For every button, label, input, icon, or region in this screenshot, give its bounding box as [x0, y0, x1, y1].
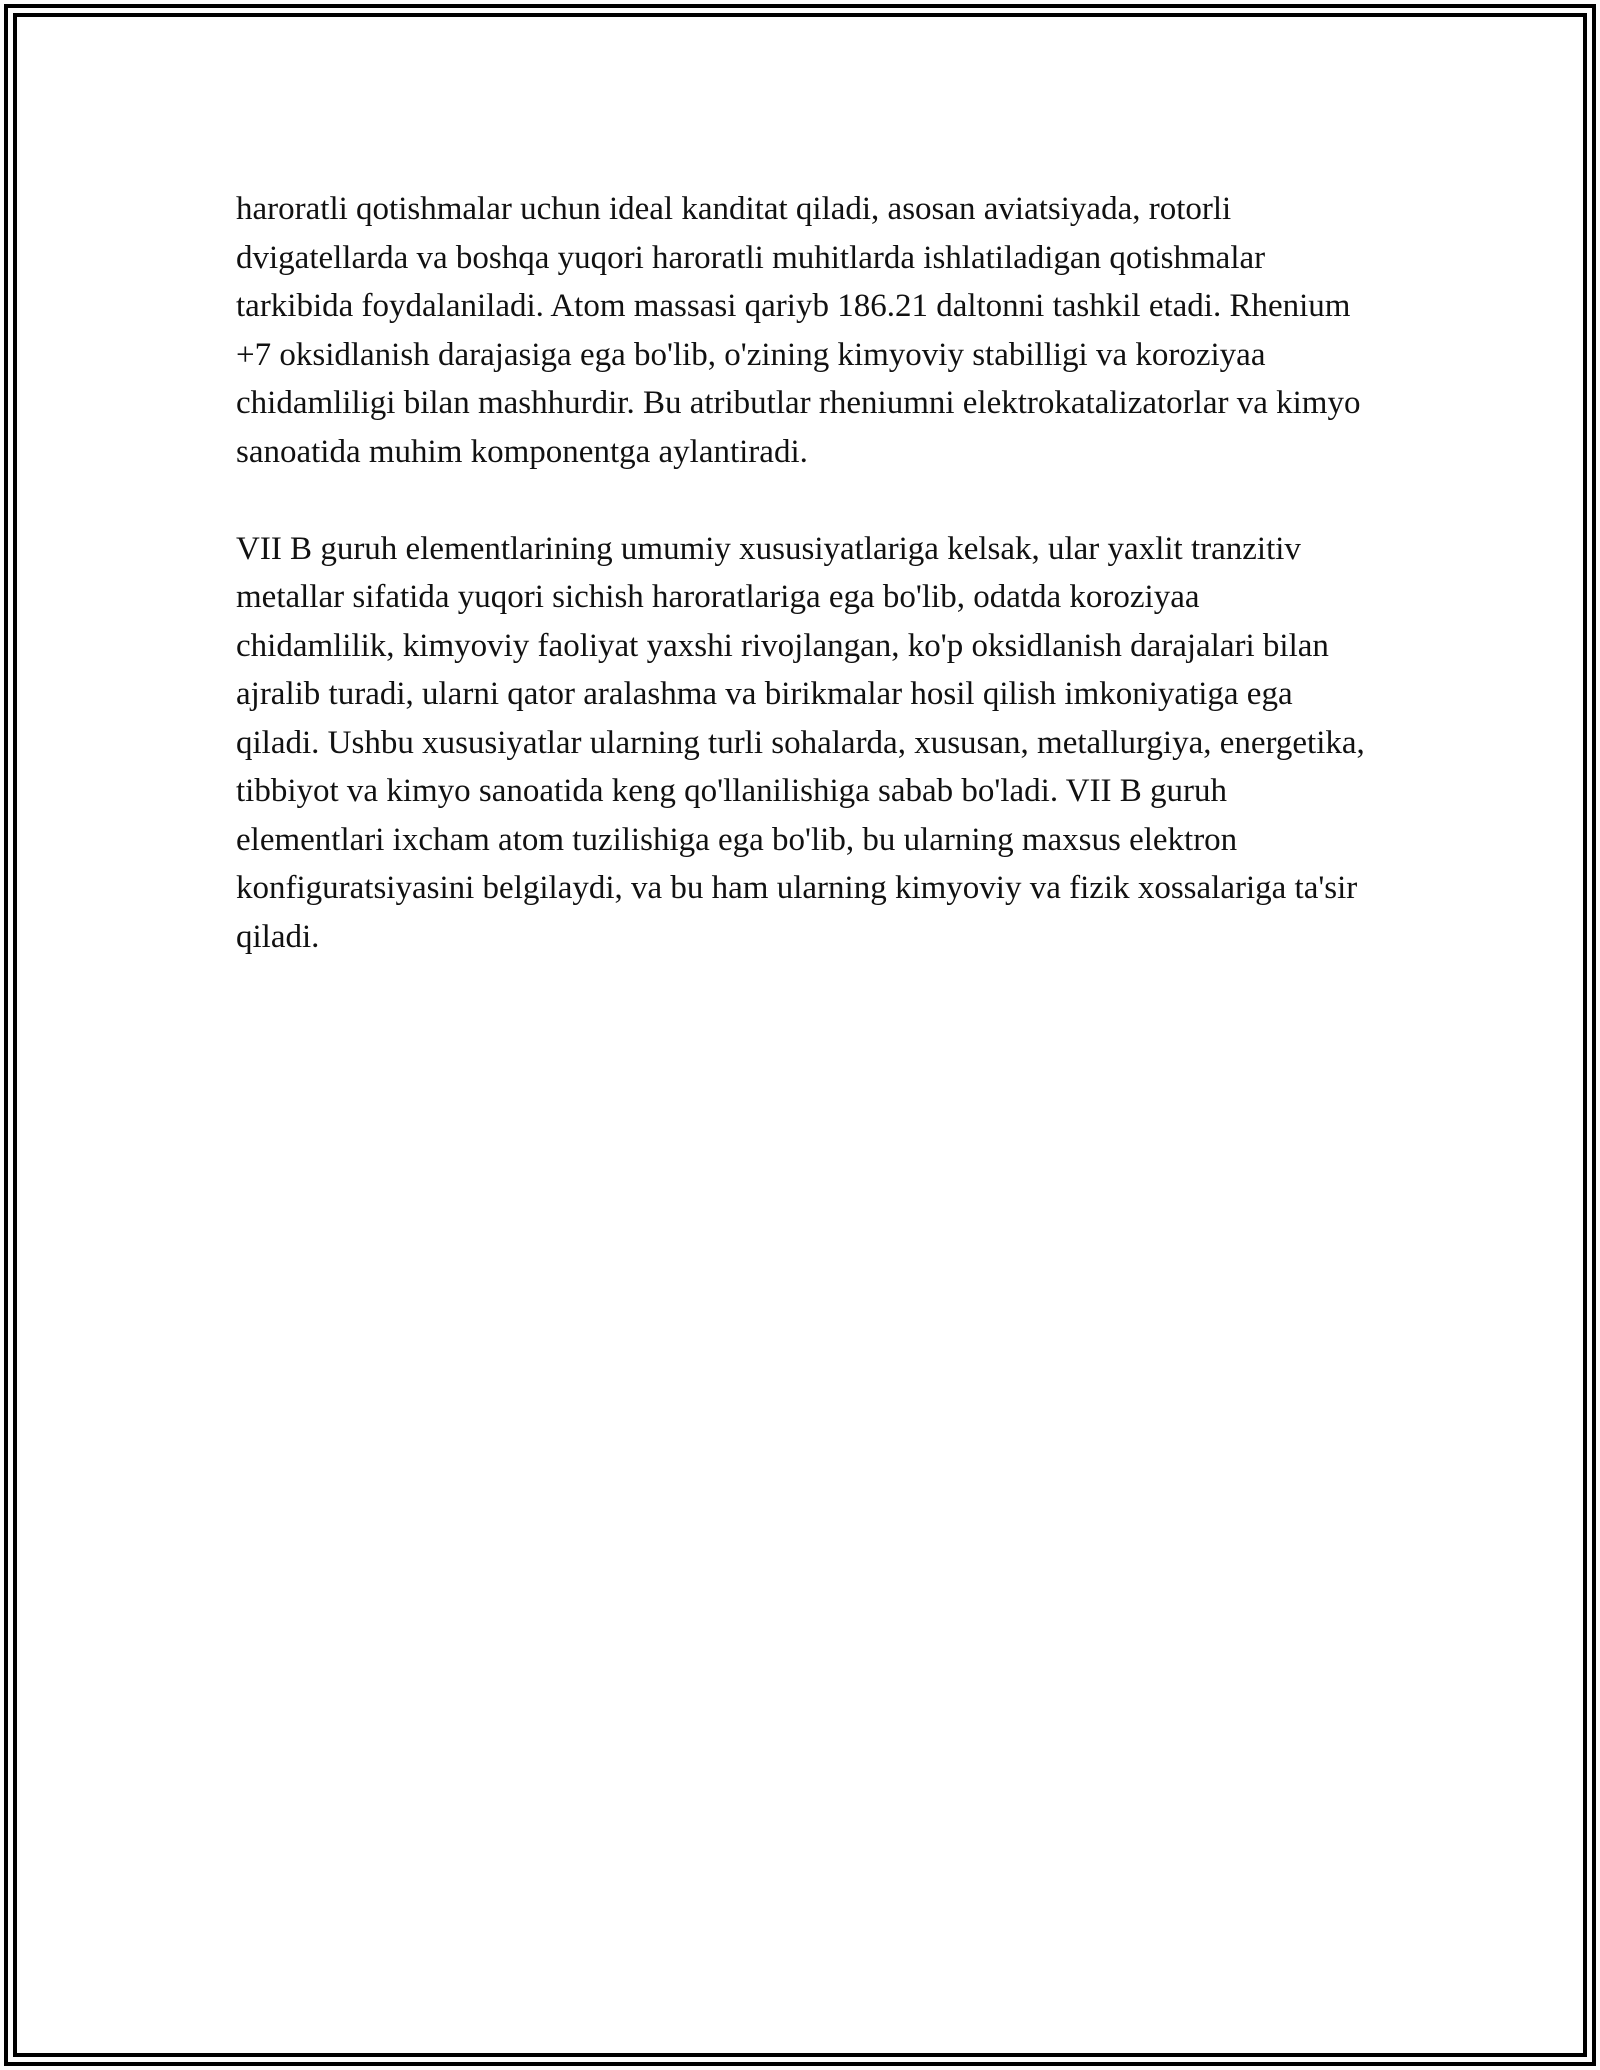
paragraph-group-viib-summary: VII B guruh elementlarining umumiy xususiyatlariga kelsak, ular yaxlit tranzitiv metallar sifatida yuqori sichish haroratlariga ega bo'lib, odatda koroziyaa chidamlilik, kimyoviy faoliyat yaxshi rivojlangan, ko'p oksidlanish darajalari bilan ajralib turadi, ularni qator aralashma va birikmalar hosil qilish imkoniyatiga ega qiladi. Ushbu xususiyatlar ularning turli sohalarda, xususan, metallurgiya, energetika, tibbiyot va kimyo sanoatida keng qo'llanilishiga sabab bo'ladi. VII B guruh elementlari ixcham atom tuzilishiga ega bo'lib, bu ularning maxsus elektron konfiguratsiyasini belgilaydi, va bu ham ularning kimyoviy va fizik xossalariga ta'sir qiladi. [236, 530, 1365, 955]
page-body [236, 185, 1366, 961]
paragraph-rhenium-properties: haroratli qotishmalar uchun ideal kanditat qiladi, asosan aviatsiyada, rotorli dvigatellarda va boshqa yuqori haroratli muhitlarda ishlatiladigan qotishmalar tarkibida foydalaniladi. Atom massasi qariyb 186.21 daltonni tashkil etadi. Rhenium +7 oksidlanish darajasiga ega bo'lib, o'zining kimyoviy stabilligi va koroziyaa chidamliligi bilan mashhurdir. Bu atributlar rheniumni elektrokatalizatorlar va kimyo sanoatida muhim komponentga aylantiradi. [236, 191, 1361, 470]
